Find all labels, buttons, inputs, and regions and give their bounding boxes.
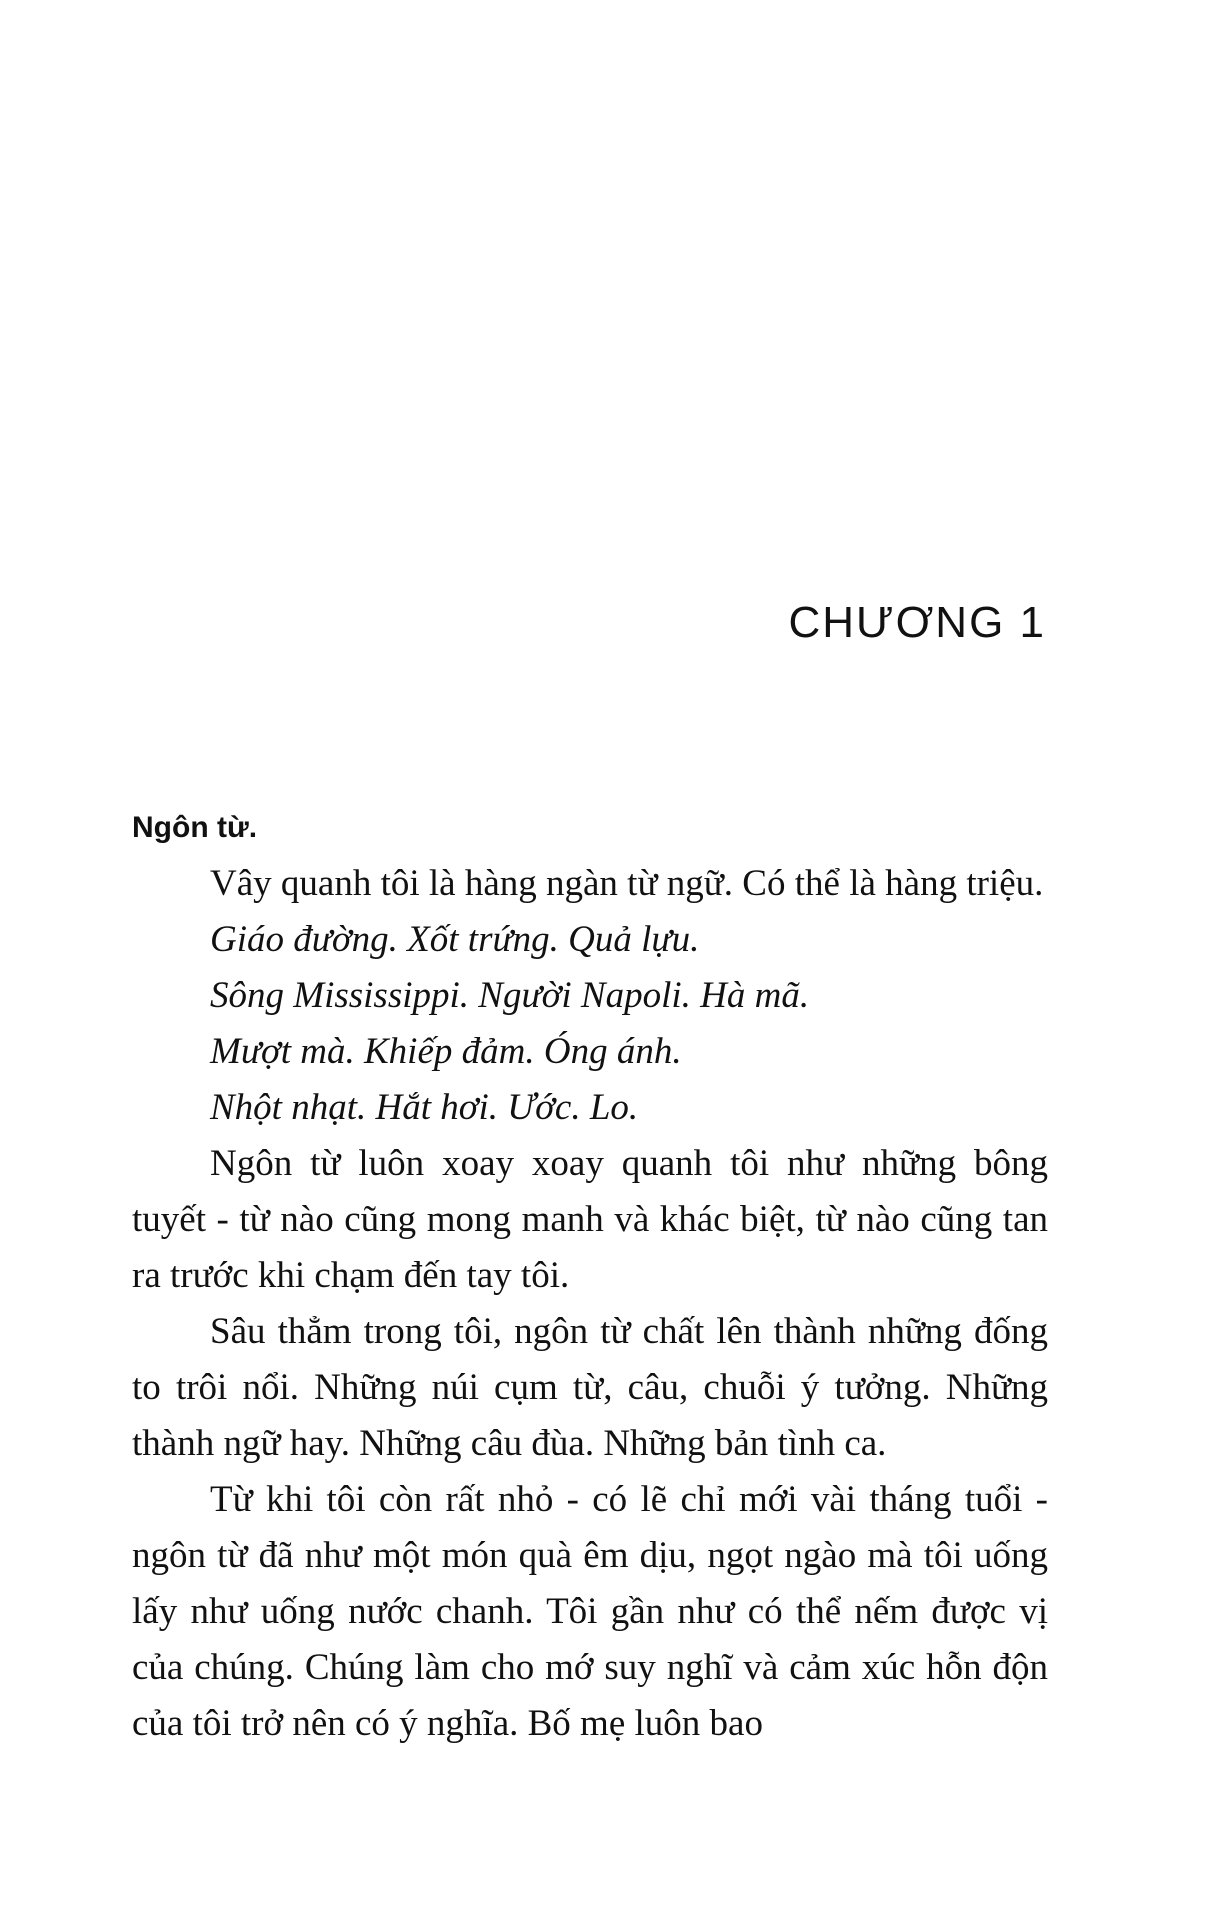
italic-word-line-4: Nhột nhạt. Hắt hơi. Ước. Lo.: [210, 1087, 639, 1128]
paragraph-1: Vây quanh tôi là hàng ngàn từ ngữ. Có thể là hàng triệu.: [210, 863, 1044, 904]
chapter-heading: CHƯƠNG 1: [788, 598, 1046, 647]
italic-word-line-3: Mượt mà. Khiếp đảm. Óng ánh.: [210, 1031, 682, 1072]
paragraph-4: Từ khi tôi còn rất nhỏ - có lẽ chỉ mới vài tháng tuổi - ngôn từ đã như một món quà êm dịu, ngọt ngào mà tôi uống lấy như uống nước chanh. Tôi gần như có thể nếm được vị của chúng. Chúng làm cho mớ suy nghĩ và cảm xúc hỗn độn của tôi trở nên có ý nghĩa. Bố mẹ luôn bao: [132, 1479, 1048, 1744]
paragraph-3: Sâu thẳm trong tôi, ngôn từ chất lên thành những đống to trôi nổi. Những núi cụm từ, câu, chuỗi ý tưởng. Những thành ngữ hay. Những câu đùa. Những bản tình ca.: [132, 1311, 1048, 1464]
section-title: Ngôn từ.: [132, 811, 258, 844]
paragraph-2: Ngôn từ luôn xoay xoay quanh tôi như những bông tuyết - từ nào cũng mong manh và khác biệt, từ nào cũng tan ra trước khi chạm đến tay tôi.: [132, 1143, 1048, 1296]
italic-word-line-1: Giáo đường. Xốt trứng. Quả lựu.: [210, 919, 700, 960]
chapter-body: [132, 800, 1048, 1752]
italic-word-line-2: Sông Mississippi. Người Napoli. Hà mã.: [210, 975, 810, 1016]
